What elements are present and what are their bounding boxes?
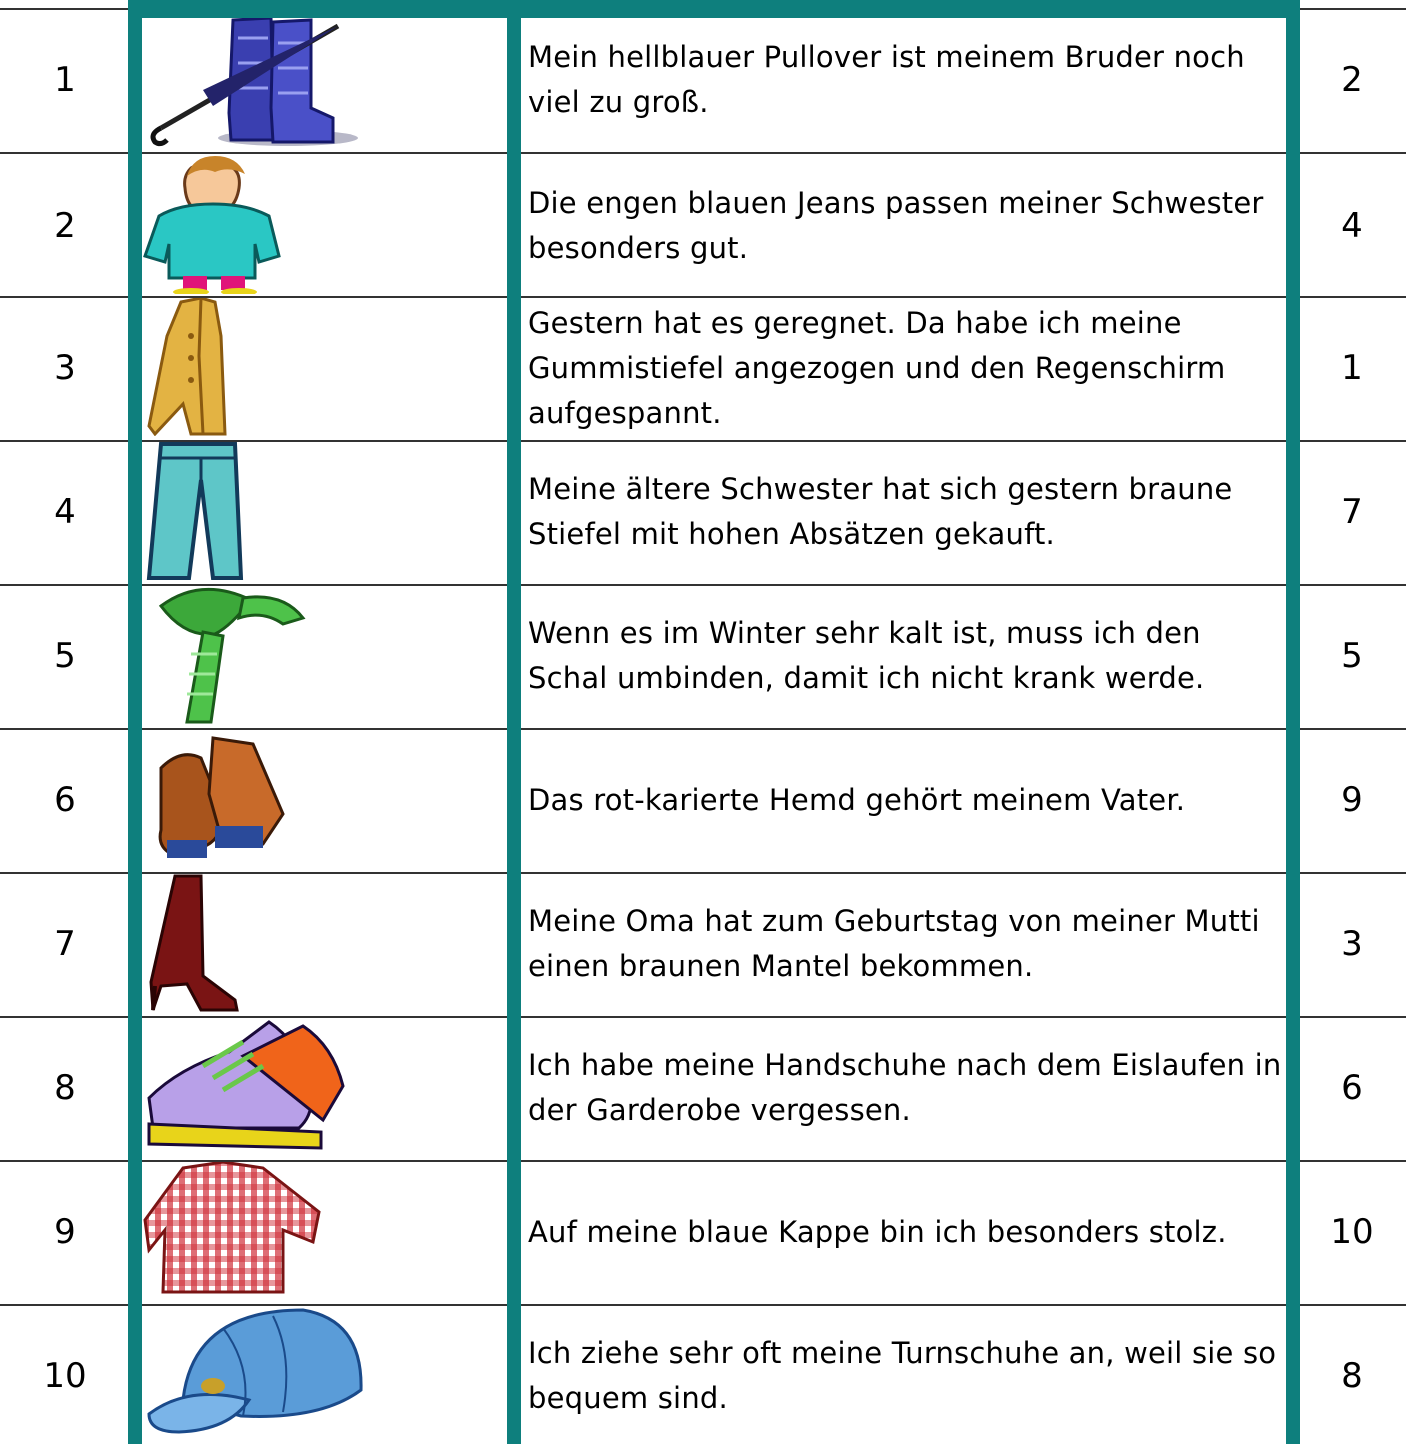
sneakers-icon — [143, 1016, 508, 1160]
answer-number: 7 — [1341, 492, 1363, 532]
table-row — [0, 154, 1406, 298]
row-divider — [0, 296, 1406, 298]
sentence-label: Meine ältere Schwester hat sich gestern braune Stiefel mit hohen Absätzen gekauft. — [528, 472, 1233, 551]
sentence-label: Ich ziehe sehr oft meine Turnschuhe an, weil sie so bequem sind. — [528, 1336, 1277, 1415]
sentence-text — [528, 296, 1286, 440]
rubber-boots-umbrella-icon — [143, 8, 508, 152]
row-divider — [0, 152, 1406, 154]
sentence-text — [528, 1304, 1286, 1448]
frame-top-bar — [128, 0, 1300, 18]
table-row — [0, 872, 1406, 1016]
sentence-label: Mein hellblauer Pullover ist meinem Bruder noch viel zu groß. — [528, 40, 1245, 119]
row-divider — [0, 1160, 1406, 1162]
scarf-icon — [143, 584, 508, 728]
answer-number: 8 — [1341, 1356, 1363, 1396]
sentence-label: Gestern hat es geregnet. Da habe ich meine Gummistiefel angezogen und den Regenschirm aufgespannt. — [528, 305, 1226, 430]
picture-number: 7 — [54, 924, 76, 964]
picture-number: 4 — [54, 492, 76, 532]
picture-number: 5 — [54, 636, 76, 676]
table-row — [0, 296, 1406, 440]
answer-number: 3 — [1341, 924, 1363, 964]
jeans-icon — [143, 440, 508, 584]
table-row — [0, 728, 1406, 872]
table-row — [0, 440, 1406, 584]
frame-column-bar — [507, 0, 521, 1444]
sentence-label: Die engen blauen Jeans passen meiner Schwester besonders gut. — [528, 186, 1264, 265]
sentence-text — [528, 8, 1286, 152]
table-row — [0, 584, 1406, 728]
picture-number: 3 — [54, 348, 76, 388]
table-row — [0, 8, 1406, 152]
sentence-text — [528, 872, 1286, 1016]
answer-number: 9 — [1341, 780, 1363, 820]
row-divider — [0, 872, 1406, 874]
cap-icon — [143, 1304, 508, 1448]
table-row — [0, 1160, 1406, 1304]
table-row — [0, 1016, 1406, 1160]
checkered-shirt-icon — [143, 1160, 508, 1304]
sentence-text — [528, 1016, 1286, 1160]
table-row — [0, 1304, 1406, 1448]
sentence-label: Wenn es im Winter sehr kalt ist, muss ich den Schal umbinden, damit ich nicht krank werde. — [528, 616, 1205, 695]
row-divider — [0, 728, 1406, 730]
answer-number: 6 — [1341, 1068, 1363, 1108]
row-divider — [0, 1304, 1406, 1306]
picture-number: 6 — [54, 780, 76, 820]
answer-number: 1 — [1341, 348, 1363, 388]
frame-column-bar — [128, 0, 142, 1444]
picture-number: 8 — [54, 1068, 76, 1108]
high-heel-boot-icon — [143, 872, 508, 1016]
answer-number: 4 — [1341, 206, 1363, 246]
picture-number: 9 — [54, 1212, 76, 1252]
picture-number: 2 — [54, 206, 76, 246]
picture-number: 1 — [54, 60, 76, 100]
sentence-text — [528, 440, 1286, 584]
sentence-label: Das rot-karierte Hemd gehört meinem Vater. — [528, 782, 1186, 817]
child-in-pullover-icon — [143, 154, 508, 298]
answer-number: 2 — [1341, 60, 1363, 100]
gloves-icon — [143, 728, 508, 872]
sentence-text — [528, 728, 1286, 872]
row-divider — [0, 584, 1406, 586]
sentence-text — [528, 1160, 1286, 1304]
row-divider — [0, 1016, 1406, 1018]
raincoat-icon — [143, 296, 508, 440]
sentence-label: Meine Oma hat zum Geburtstag von meiner Mutti einen braunen Mantel bekommen. — [528, 904, 1260, 983]
sentence-label: Auf meine blaue Kappe bin ich besonders stolz. — [528, 1214, 1227, 1249]
sentence-text — [528, 584, 1286, 728]
answer-number: 5 — [1341, 636, 1363, 676]
frame-column-bar — [1286, 0, 1300, 1444]
picture-number: 10 — [43, 1356, 87, 1396]
sentence-label: Ich habe meine Handschuhe nach dem Eislaufen in der Garderobe vergessen. — [528, 1048, 1282, 1127]
answer-number: 10 — [1330, 1212, 1374, 1252]
sentence-text — [528, 154, 1286, 298]
row-divider — [0, 440, 1406, 442]
